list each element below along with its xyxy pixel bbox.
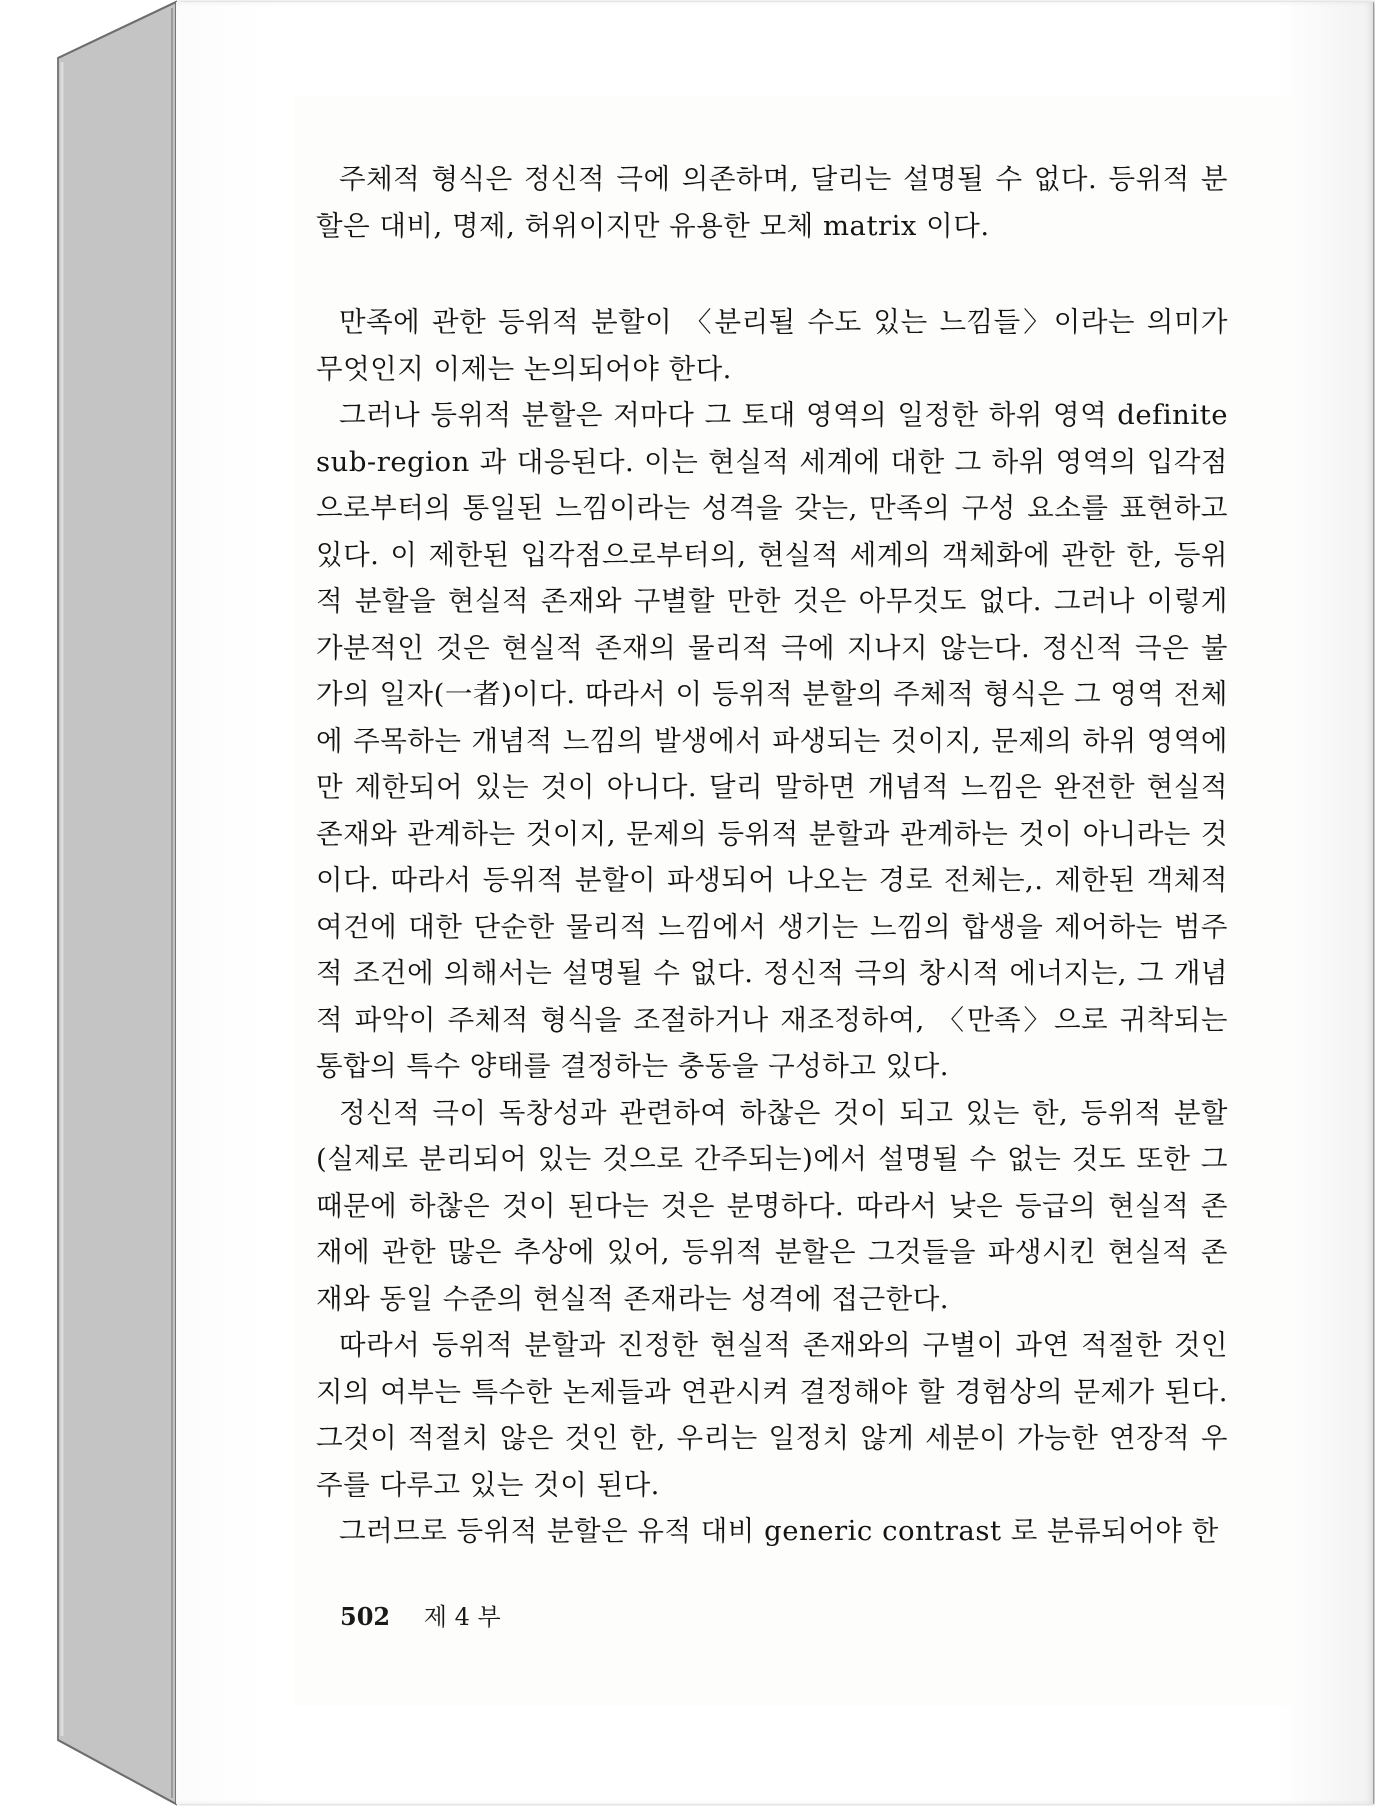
paragraph-3: 정신적 극이 독창성과 관련하여 하찮은 것이 되고 있는 한, 등위적 분할(실제로 분리되어 있는 것으로 간주되는)에서 설명될 수 없는 것도 또한 그 때문에 하찮은 것이 된다는 것은 분명하다. 따라서 낮은 등급의 현실적 존재에 관한 많은 추상에 있어, 등위적 분할은 그것들을 파생시킨 현실적 존재와 동일 수준의 현실적 존재라는 성격에 접근한다. <box>316 1096 1228 1315</box>
paragraph-4: 따라서 등위적 분할과 진정한 현실적 존재와의 구별이 과연 적절한 것인지의 여부는 특수한 논제들과 연관시켜 결정해야 할 경험상의 문제가 된다. 그것이 적절치 않은 것인 한, 우리는 일정치 않게 세분이 가능한 연장적 우주를 다루고 있는 것이 된다. <box>316 1329 1228 1501</box>
page-text-block <box>316 156 1228 1555</box>
paragraph-5: 그러므로 등위적 분할은 유적 대비 generic contrast 로 분류되어야 한 <box>339 1515 1219 1547</box>
part-label: 제 4 부 <box>423 1603 501 1631</box>
paragraph-1: 만족에 관한 등위적 분할이 〈분리될 수도 있는 느낌들〉이라는 의미가 무엇인지 이제는 논의되어야 한다. <box>316 306 1228 385</box>
paragraph-gap <box>316 249 1228 299</box>
page-number: 502 <box>340 1602 391 1631</box>
paragraph-2: 그러나 등위적 분할은 저마다 그 토대 영역의 일정한 하위 영역 definite sub-region 과 대응된다. 이는 현실적 세계에 대한 그 하위 영역의 입각점으로부터의 통일된 느낌이라는 성격을 갖는, 만족의 구성 요소를 표현하고 있다. 이 제한된 입각점으로부터의, 현실적 세계의 객체화에 관한 한, 등위적 분할을 현실적 존재와 구별할 만한 것은 아무것도 없다. 그러나 이렇게 가분적인 것은 현실적 존재의 물리적 극에 지나지 않는다. 정신적 극은 불가의 일자(一者)이다. 따라서 이 등위적 분할의 주체적 형식은 그 영역 전체에 주목하는 개념적 느낌의 발생에서 파생되는 것이지, 문제의 하위 영역에만 제한되어 있는 것이 아니다. 달리 말하면 개념적 느낌은 완전한 현실적 존재와 관계하는 것이지, 문제의 등위적 분할과 관계하는 것이 아니라는 것이다. 따라서 등위적 분할이 파생되어 나오는 경로 전체는,. 제한된 객체적 여건에 대한 단순한 물리적 느낌에서 생기는 느낌의 합생을 제어하는 범주적 조건에 의해서는 설명될 수 없다. 정신적 극의 창시적 에너지는, 그 개념적 파악이 주체적 형식을 조절하거나 재조정하여, 〈만족〉으로 귀착되는 통합의 특수 양태를 결정하는 충동을 구성하고 있다. <box>316 399 1228 1082</box>
book-spine-face <box>58 2 176 1804</box>
page-footer <box>340 1597 501 1632</box>
paragraph-top: 주체적 형식은 정신적 극에 의존하며, 달리는 설명될 수 없다. 등위적 분할은 대비, 명제, 허위이지만 유용한 모체 matrix 이다. <box>316 163 1228 242</box>
